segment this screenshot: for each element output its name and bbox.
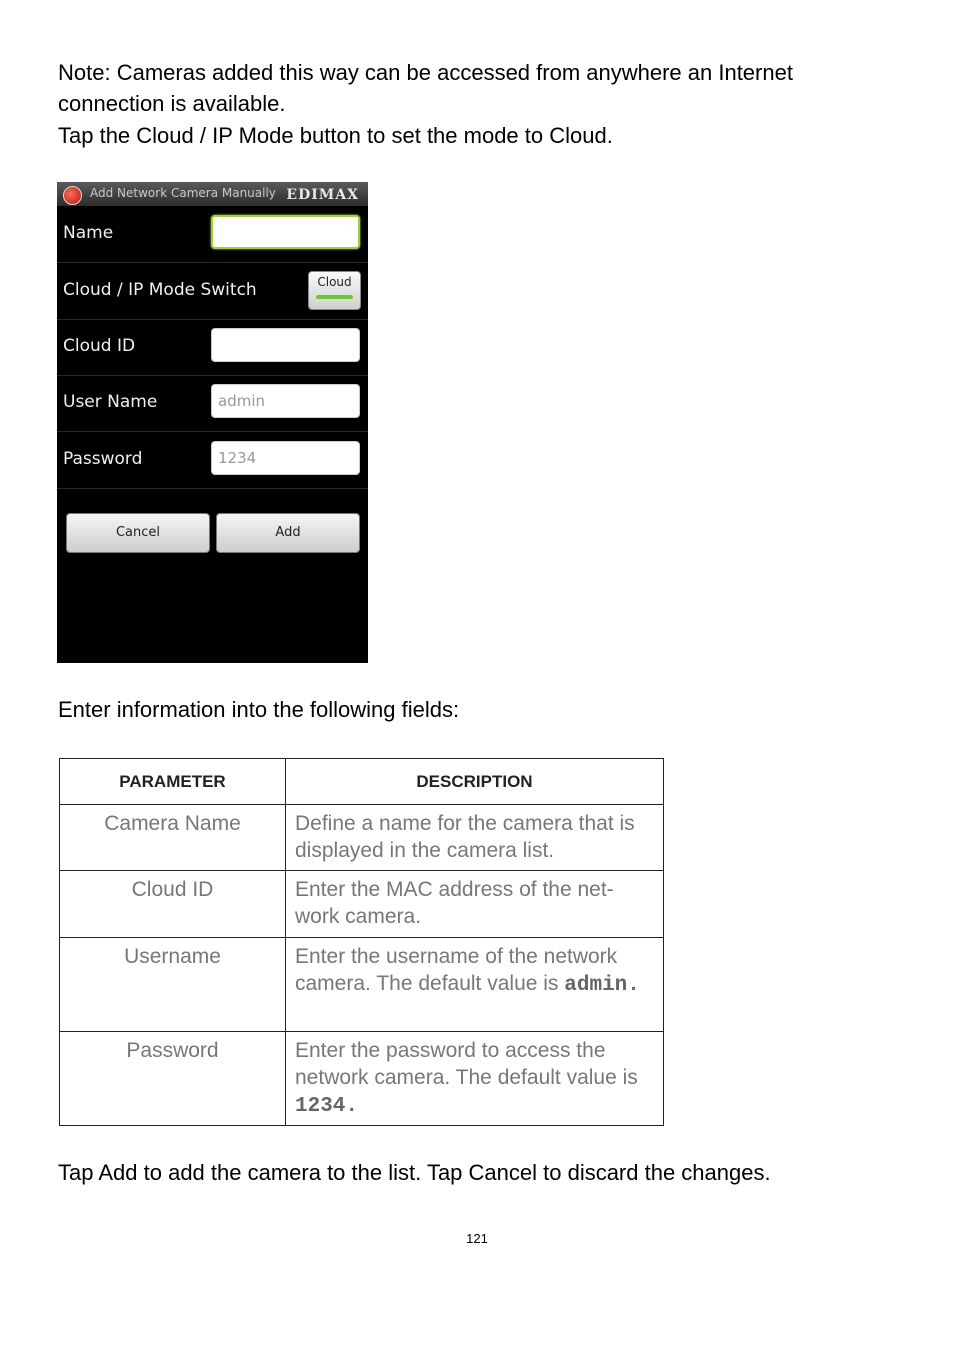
name-row [57, 206, 368, 263]
default-value-code: admin. [564, 974, 640, 997]
table-header-row [60, 759, 664, 805]
table-row [60, 1032, 664, 1126]
user-name-row [57, 375, 368, 432]
add-button[interactable]: Add [216, 513, 360, 553]
desc-text: Define a name for the camera that is displayed in the camera list. [295, 812, 635, 862]
fields-intro: Enter information into the following fields: [58, 697, 460, 722]
table-row [60, 871, 664, 938]
parameter-table [59, 758, 664, 1126]
cancel-button[interactable]: Cancel [66, 513, 210, 553]
name-label: Name [63, 223, 114, 243]
user-name-value: admin [218, 392, 265, 410]
param-cell: Camera Name [60, 805, 286, 871]
password-input[interactable] [211, 441, 360, 475]
mode-instruction: Tap the Cloud / IP Mode button to set the mode to Cloud. [58, 123, 613, 148]
phone-screenshot [57, 182, 368, 663]
password-row [57, 432, 368, 489]
desc-cell [286, 871, 664, 938]
mode-switch-row [57, 263, 368, 320]
table-row [60, 805, 664, 871]
param-cell: Cloud ID [60, 871, 286, 938]
param-cell: Username [60, 938, 286, 1032]
cloud-id-input[interactable] [211, 328, 360, 362]
user-name-label: User Name [63, 392, 158, 412]
cloud-id-label: Cloud ID [63, 336, 136, 356]
cloud-ip-mode-toggle[interactable] [308, 271, 361, 310]
mode-switch-label: Cloud / IP Mode Switch [63, 280, 257, 300]
name-input[interactable] [211, 215, 360, 249]
default-value-code: 1234. [295, 1095, 359, 1118]
desc-text: Enter the MAC address of the net-work camera. [295, 878, 614, 928]
add-instruction: Tap Add to add the camera to the list. Tap Cancel to discard the changes. [58, 1160, 771, 1185]
desc-text: Enter the username of the network camera. The default value is [295, 945, 618, 995]
cloud-id-row [57, 319, 368, 376]
page-number: 121 [466, 1231, 488, 1246]
app-title: Add Network Camera Manually [90, 186, 276, 200]
param-cell: Password [60, 1032, 286, 1126]
table-row [60, 938, 664, 1032]
app-icon [63, 186, 82, 205]
toggle-on-indicator [316, 295, 353, 299]
desc-cell [286, 805, 664, 871]
parameter-header: PARAMETER [60, 759, 286, 805]
note-text: Note: Cameras added this way can be accessed from anywhere an Internet connection is available. [58, 60, 793, 116]
password-value: 1234 [218, 449, 257, 467]
desc-cell [286, 938, 664, 1032]
user-name-input[interactable] [211, 384, 360, 418]
edimax-logo: EDIMAX [286, 187, 359, 203]
description-header: DESCRIPTION [286, 759, 664, 805]
password-label: Password [63, 449, 143, 469]
app-title-bar [57, 182, 368, 206]
desc-cell [286, 1032, 664, 1126]
desc-text: Enter the password to access the network camera. The default value is [295, 1039, 638, 1089]
mode-toggle-label: Cloud [317, 275, 352, 289]
